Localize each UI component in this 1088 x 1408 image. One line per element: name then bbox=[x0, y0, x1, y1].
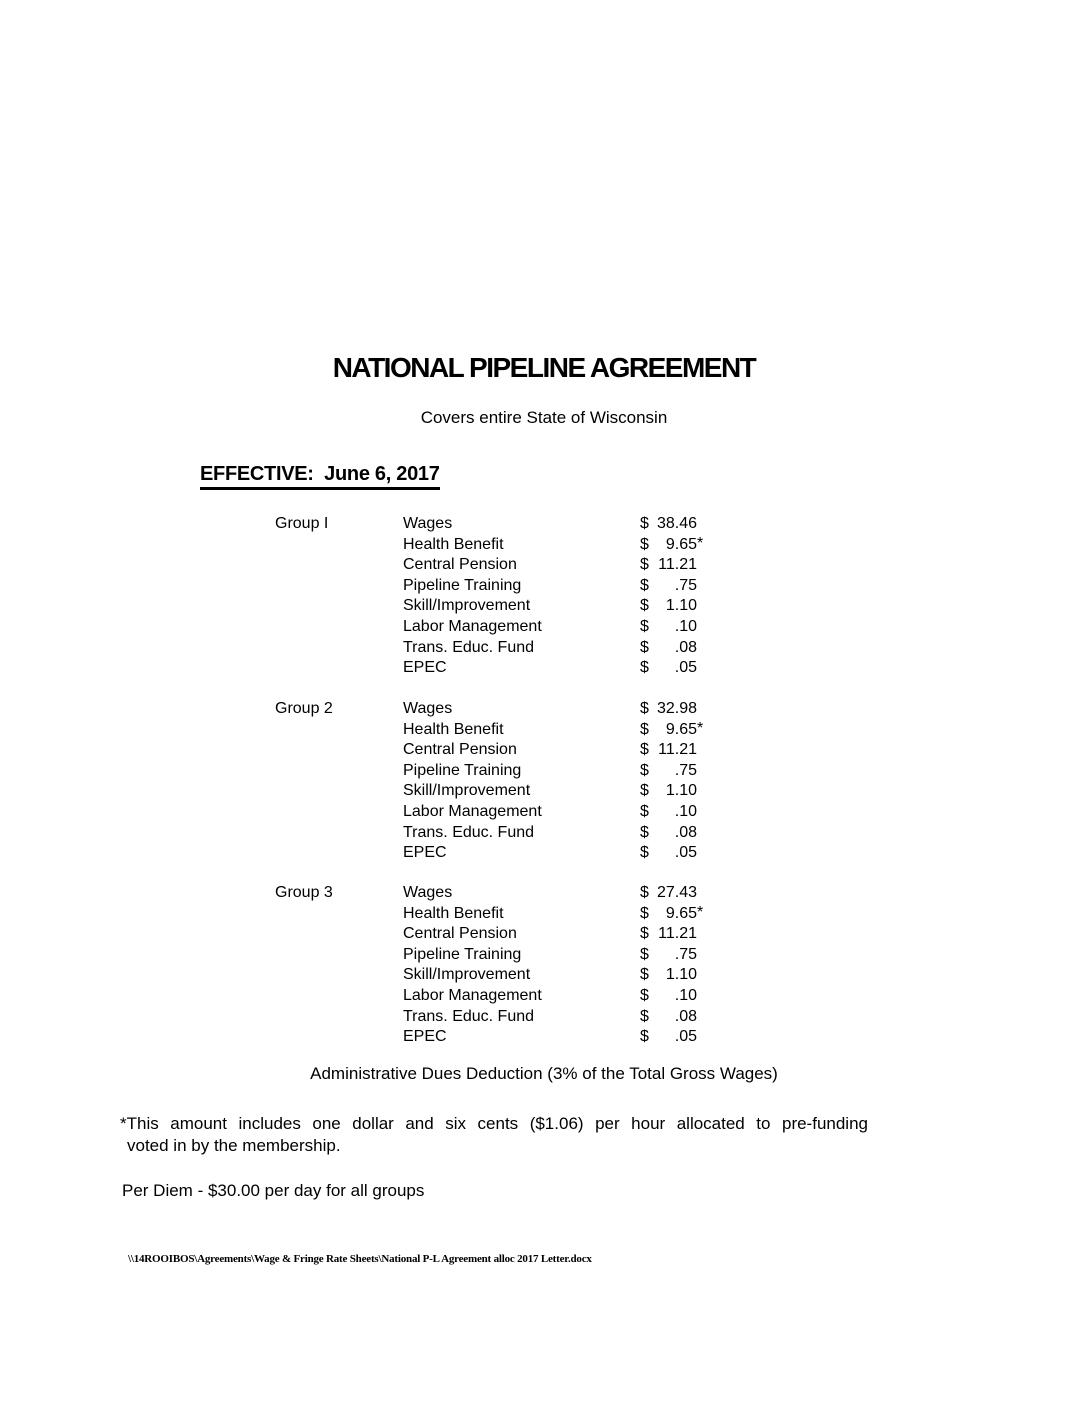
dollar-sign: $ bbox=[640, 1007, 649, 1025]
rate-row bbox=[275, 843, 775, 864]
rate-label: EPEC bbox=[403, 659, 447, 677]
rate-label: Wages bbox=[403, 515, 453, 532]
amount-value: 9.65 bbox=[665, 535, 697, 553]
dollar-sign: $ bbox=[640, 925, 649, 943]
amount-value: 1.10 bbox=[665, 782, 697, 800]
amount-value: 1.10 bbox=[665, 966, 697, 984]
rate-row bbox=[275, 924, 775, 945]
rate-amount bbox=[640, 883, 697, 904]
amount-value: .08 bbox=[674, 638, 697, 656]
file-path-footer: \\14ROOIBOS\Agreements\Wage & Fringe Rate Sheets\National P-L Agreement alloc 2017 Letter.docx bbox=[128, 1253, 592, 1265]
rate-label: Health Benefit bbox=[403, 535, 504, 553]
amount-value: .75 bbox=[674, 945, 697, 963]
amount-value: 11.21 bbox=[658, 556, 697, 574]
page-title: NATIONAL PIPELINE AGREEMENT bbox=[332, 352, 756, 383]
rate-amount bbox=[640, 699, 697, 720]
rate-amount bbox=[640, 617, 697, 638]
amount-value: .05 bbox=[674, 1028, 697, 1046]
rate-amount bbox=[640, 596, 697, 617]
amount-value: .10 bbox=[674, 617, 697, 635]
amount-value: 9.65 bbox=[665, 904, 697, 922]
rate-label: Central Pension bbox=[403, 741, 517, 759]
dollar-sign: $ bbox=[640, 741, 649, 759]
rate-label: Pipeline Training bbox=[403, 576, 522, 594]
rate-label: Labor Management bbox=[403, 986, 542, 1004]
rate-label: Trans. Educ. Fund bbox=[403, 1007, 535, 1025]
rate-amount bbox=[640, 843, 697, 864]
dollar-sign: $ bbox=[640, 884, 649, 901]
rate-row bbox=[275, 761, 775, 782]
amount-value: 1.10 bbox=[665, 597, 697, 615]
rate-row bbox=[275, 986, 775, 1007]
amount-value: .08 bbox=[674, 823, 697, 841]
rate-row bbox=[275, 1007, 775, 1028]
rate-amount bbox=[640, 514, 697, 535]
rate-amount bbox=[640, 555, 697, 576]
rate-row bbox=[275, 514, 775, 535]
rate-amount bbox=[640, 986, 697, 1007]
dollar-sign: $ bbox=[640, 700, 649, 717]
dollar-sign: $ bbox=[640, 515, 649, 532]
rate-label: Labor Management bbox=[403, 617, 542, 635]
rate-amount bbox=[640, 534, 704, 556]
rate-row bbox=[275, 638, 775, 659]
rate-label: Skill/Improvement bbox=[403, 966, 531, 984]
rate-label: Trans. Educ. Fund bbox=[403, 638, 535, 656]
dollar-sign: $ bbox=[640, 659, 649, 677]
amount-value: 32.98 bbox=[656, 700, 697, 717]
rate-amount bbox=[640, 1027, 697, 1048]
rate-label: Pipeline Training bbox=[403, 761, 522, 779]
footnote-line-1: *This amount includes one dollar and six cents ($1.06) per hour allocated to pre-funding bbox=[120, 1114, 868, 1133]
rate-row bbox=[275, 802, 775, 823]
effective-date-heading: EFFECTIVE: June 6, 2017 bbox=[200, 463, 440, 490]
dollar-sign: $ bbox=[640, 638, 649, 656]
rate-amount bbox=[640, 638, 697, 659]
amount-value: 9.65 bbox=[665, 720, 697, 738]
amount-value: 38.46 bbox=[656, 515, 697, 532]
footnote-line-2: voted in by the membership. bbox=[127, 1135, 341, 1155]
rate-row bbox=[275, 740, 775, 761]
per-diem-note: Per Diem - $30.00 per day for all groups bbox=[122, 1181, 425, 1200]
amount-value: 11.21 bbox=[658, 741, 697, 759]
dollar-sign: $ bbox=[640, 535, 649, 553]
rate-label: Health Benefit bbox=[403, 720, 504, 738]
group-section-1 bbox=[275, 514, 775, 679]
dollar-sign: $ bbox=[640, 556, 649, 574]
asterisk: * bbox=[697, 534, 704, 552]
rate-row bbox=[275, 576, 775, 597]
dollar-sign: $ bbox=[640, 576, 649, 594]
rate-amount bbox=[640, 576, 697, 597]
rate-amount bbox=[640, 658, 697, 679]
rate-amount bbox=[640, 1007, 697, 1028]
amount-value: .05 bbox=[674, 659, 697, 677]
amount-value: .08 bbox=[674, 1007, 697, 1025]
rate-amount bbox=[640, 719, 704, 741]
amount-value: .10 bbox=[674, 986, 697, 1004]
amount-value: .75 bbox=[674, 576, 697, 594]
dollar-sign: $ bbox=[640, 782, 649, 800]
group-section-3 bbox=[275, 883, 775, 1048]
rate-row bbox=[275, 617, 775, 638]
rate-label: Pipeline Training bbox=[403, 945, 522, 963]
dollar-sign: $ bbox=[640, 966, 649, 984]
rate-row bbox=[275, 535, 775, 556]
amount-value: .75 bbox=[674, 761, 697, 779]
rate-label: Health Benefit bbox=[403, 904, 504, 922]
asterisk: * bbox=[697, 719, 704, 737]
dollar-sign: $ bbox=[640, 720, 649, 738]
rate-label: EPEC bbox=[403, 1028, 447, 1046]
rate-row bbox=[275, 596, 775, 617]
rate-row bbox=[275, 823, 775, 844]
asterisk: * bbox=[697, 903, 704, 921]
rate-amount bbox=[640, 740, 697, 761]
rate-row bbox=[275, 883, 775, 904]
dollar-sign: $ bbox=[640, 802, 649, 820]
rate-label: Labor Management bbox=[403, 802, 542, 820]
footnote bbox=[120, 1113, 868, 1156]
subtitle: Covers entire State of Wisconsin bbox=[420, 408, 668, 427]
rate-amount bbox=[640, 823, 697, 844]
dollar-sign: $ bbox=[640, 945, 649, 963]
admin-dues-note: Administrative Dues Deduction (3% of the Total Gross Wages) bbox=[310, 1064, 778, 1083]
amount-value: .10 bbox=[674, 802, 697, 820]
dollar-sign: $ bbox=[640, 844, 649, 862]
rate-amount bbox=[640, 924, 697, 945]
rate-amount bbox=[640, 945, 697, 966]
rate-label: Wages bbox=[403, 700, 453, 717]
rate-label: Skill/Improvement bbox=[403, 782, 531, 800]
rate-row bbox=[275, 555, 775, 576]
rate-row bbox=[275, 720, 775, 741]
rate-label: Central Pension bbox=[403, 556, 517, 574]
rate-row bbox=[275, 658, 775, 679]
rate-row bbox=[275, 781, 775, 802]
dollar-sign: $ bbox=[640, 823, 649, 841]
dollar-sign: $ bbox=[640, 904, 649, 922]
group-name: Group 3 bbox=[275, 884, 333, 901]
rate-amount bbox=[640, 761, 697, 782]
group-section-2 bbox=[275, 699, 775, 864]
rate-row bbox=[275, 904, 775, 925]
amount-value: 11.21 bbox=[658, 925, 697, 943]
dollar-sign: $ bbox=[640, 597, 649, 615]
rate-label: EPEC bbox=[403, 844, 447, 862]
amount-value: .05 bbox=[674, 844, 697, 862]
rate-label: Trans. Educ. Fund bbox=[403, 823, 535, 841]
rate-row bbox=[275, 699, 775, 720]
rate-label: Central Pension bbox=[403, 925, 517, 943]
amount-value: 27.43 bbox=[656, 884, 697, 901]
dollar-sign: $ bbox=[640, 1028, 649, 1046]
dollar-sign: $ bbox=[640, 986, 649, 1004]
rate-label: Wages bbox=[403, 884, 453, 901]
dollar-sign: $ bbox=[640, 761, 649, 779]
rate-amount bbox=[640, 903, 704, 925]
rate-label: Skill/Improvement bbox=[403, 597, 531, 615]
rate-amount bbox=[640, 965, 697, 986]
rate-amount bbox=[640, 781, 697, 802]
dollar-sign: $ bbox=[640, 617, 649, 635]
group-name: Group I bbox=[275, 515, 329, 532]
rate-row bbox=[275, 945, 775, 966]
rate-amount bbox=[640, 802, 697, 823]
rate-row bbox=[275, 965, 775, 986]
group-name: Group 2 bbox=[275, 700, 333, 717]
rate-row bbox=[275, 1027, 775, 1048]
